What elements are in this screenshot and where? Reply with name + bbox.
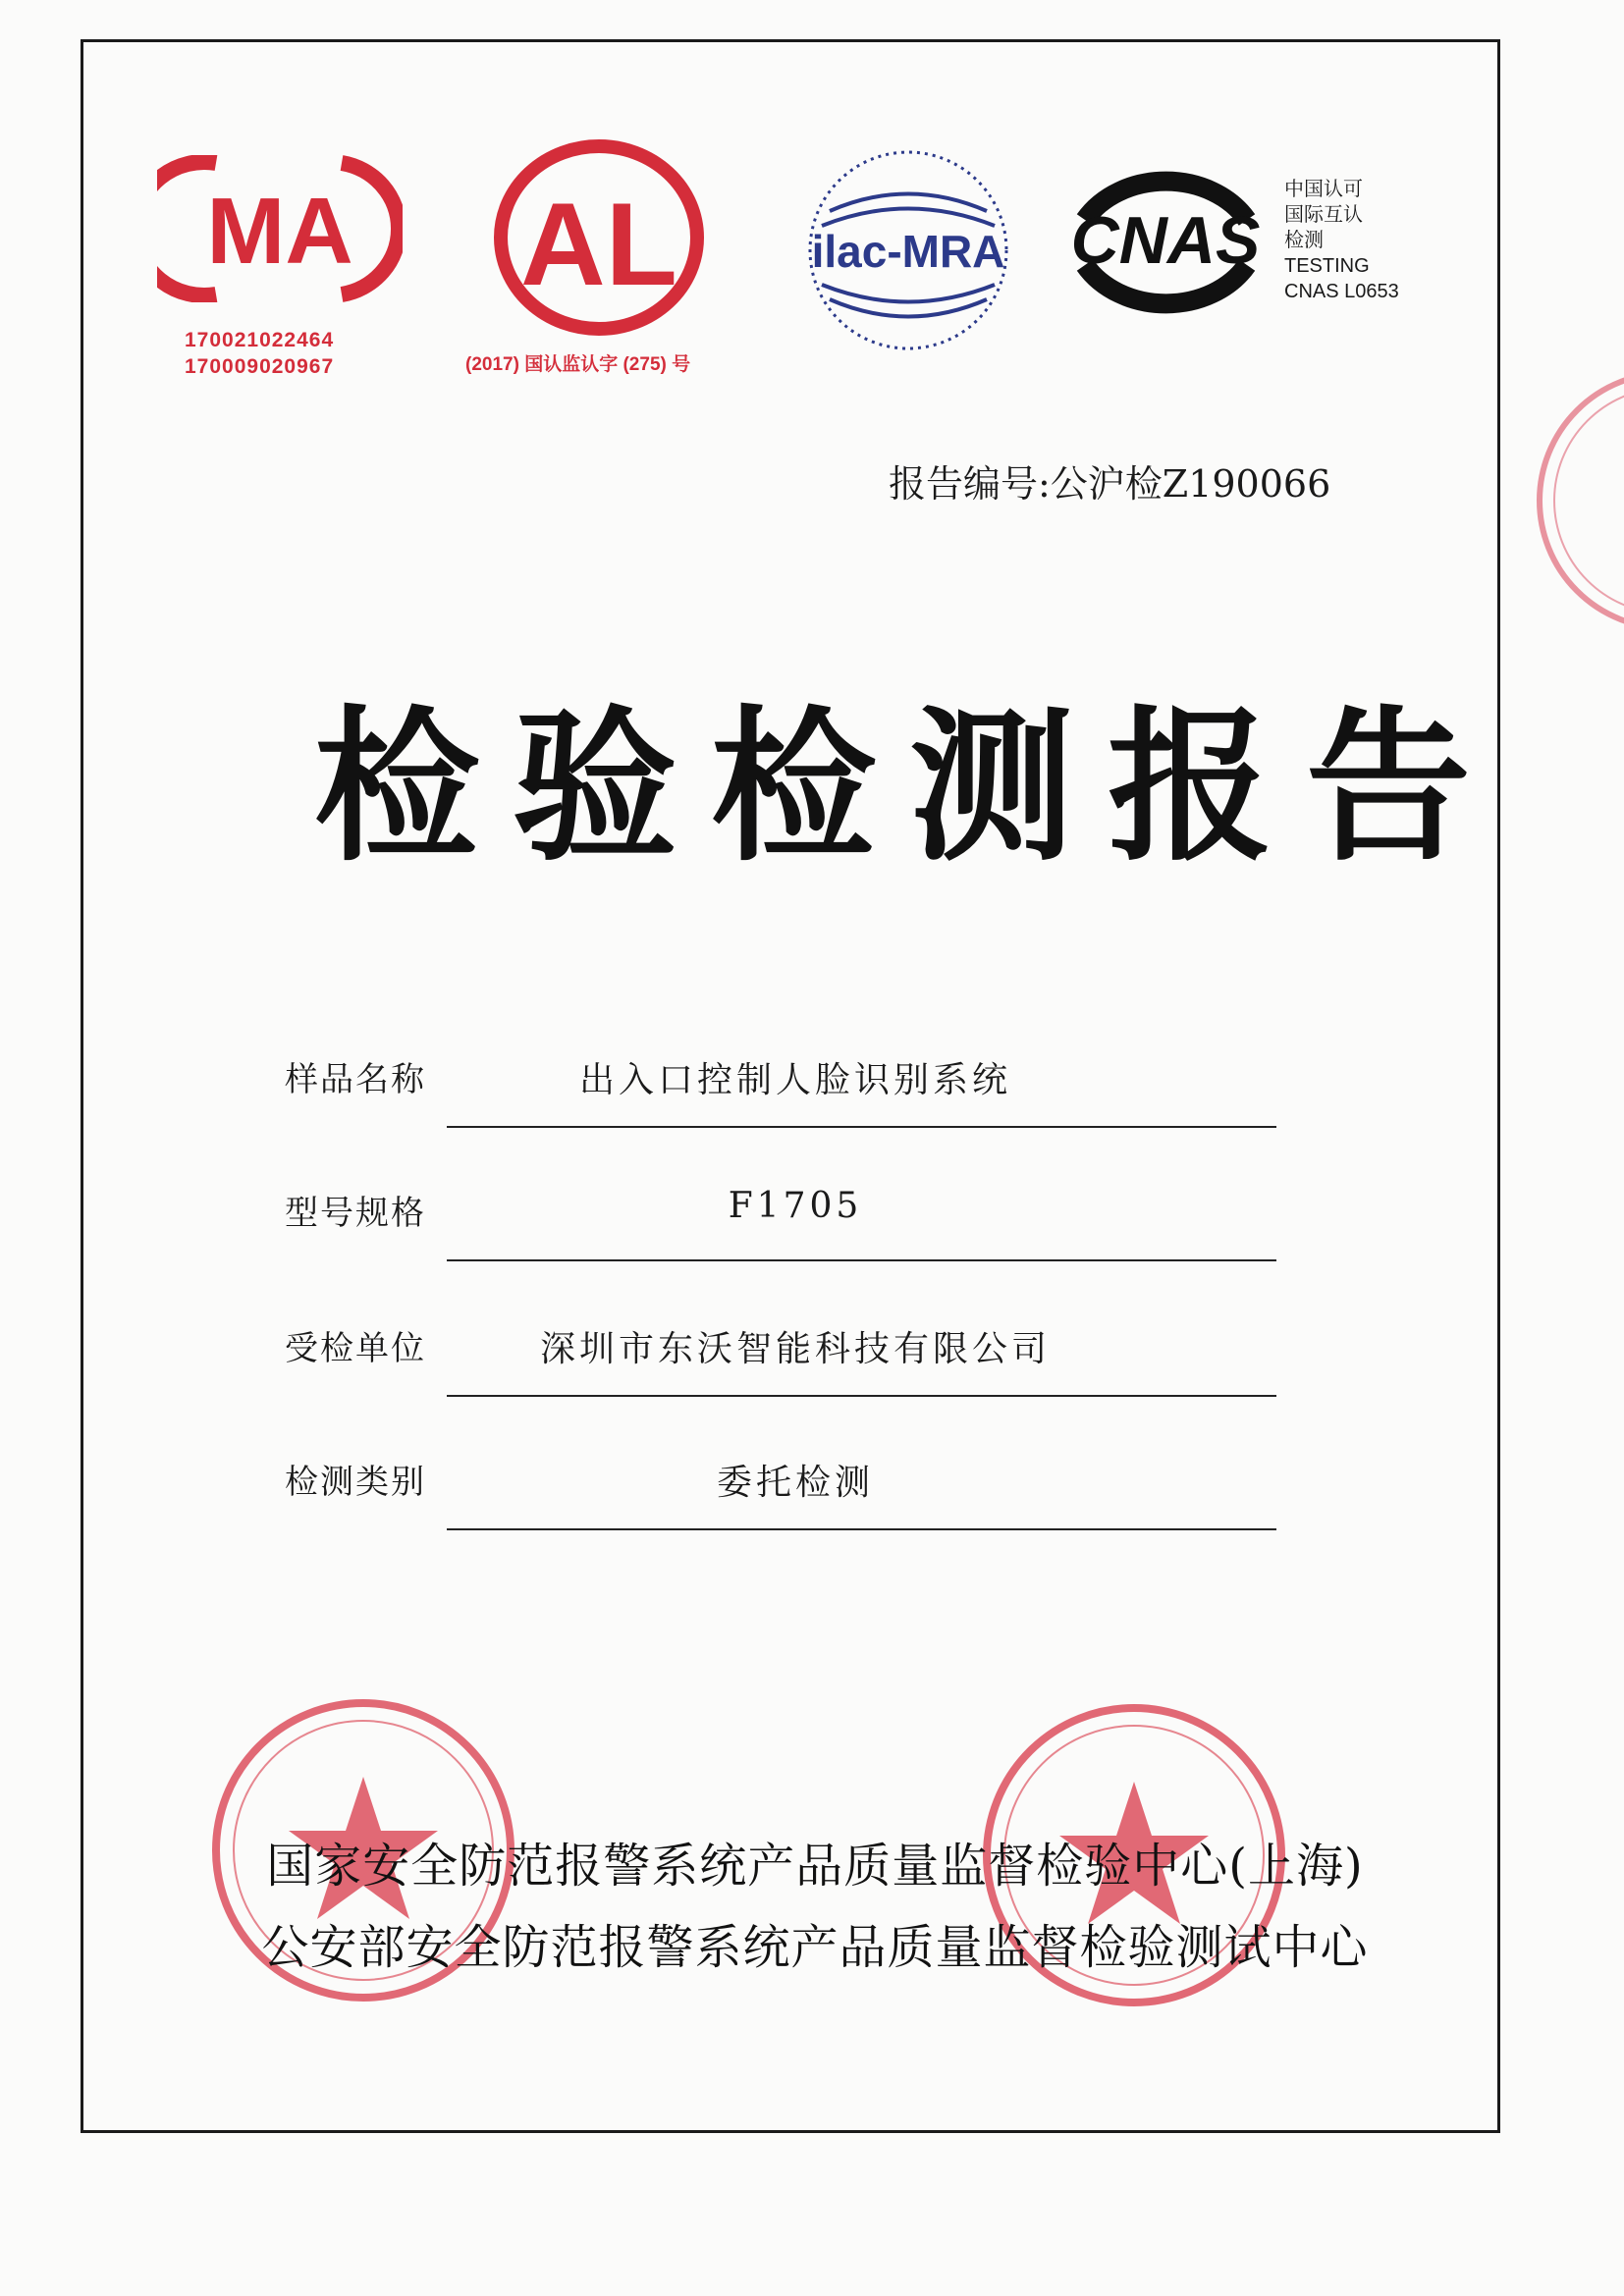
cnas-line-3: 检测 (1284, 230, 1324, 251)
field-value: F1705 (728, 1186, 863, 1226)
field-inspected-unit (285, 1311, 1276, 1439)
cnas-line-4: TESTING (1284, 255, 1370, 277)
cal-note: (2017) 国认监认字 (275) 号 (465, 354, 691, 375)
partial-seal-right (1520, 353, 1624, 652)
page-title: 检验检测报告 (314, 691, 1504, 883)
cnas-line-1: 中国认可 (1284, 179, 1363, 200)
field-test-type (285, 1445, 1276, 1573)
cnas-logo-text: CNAS (1070, 203, 1261, 278)
ilac-logo-text: ilac-MRA (811, 226, 1005, 277)
cnas-line-2: 国际互认 (1284, 204, 1363, 226)
field-underline (447, 1395, 1276, 1397)
field-underline (447, 1259, 1276, 1261)
field-underline (447, 1528, 1276, 1530)
field-label: 样品名称 (285, 1060, 426, 1099)
field-label: 检测类别 (285, 1463, 426, 1502)
cma-logo (157, 155, 403, 302)
cma-codes (185, 327, 334, 380)
ilac-mra-logo (800, 137, 1016, 363)
field-value: 出入口控制人脸识别系统 (578, 1060, 1011, 1100)
cnas-logo (1056, 159, 1276, 326)
cal-logo-text: AL (520, 179, 677, 310)
cnas-accreditation-text (1284, 177, 1399, 304)
cma-code-1: 170021022464 (185, 329, 335, 351)
report-number: 报告编号:公沪检Z190066 (889, 462, 1331, 506)
issuer-name-2: 公安部安全防范报警系统产品质量监督检验测试中心 (261, 1920, 1369, 1975)
cma-code-2: 170009020967 (185, 355, 335, 378)
cal-logo (491, 137, 707, 339)
field-value: 深圳市东沃智能科技有限公司 (539, 1329, 1051, 1369)
field-model (285, 1176, 1276, 1304)
cnas-line-5: CNAS L0653 (1284, 281, 1399, 302)
field-label: 型号规格 (285, 1194, 426, 1233)
field-underline (447, 1126, 1276, 1128)
field-label: 受检单位 (285, 1329, 426, 1368)
field-value: 委托检测 (716, 1463, 874, 1503)
issuer-name-1: 国家安全防范报警系统产品质量监督检验中心(上海) (266, 1839, 1364, 1894)
cma-logo-text: MA (206, 179, 353, 284)
field-sample-name (285, 1042, 1276, 1170)
